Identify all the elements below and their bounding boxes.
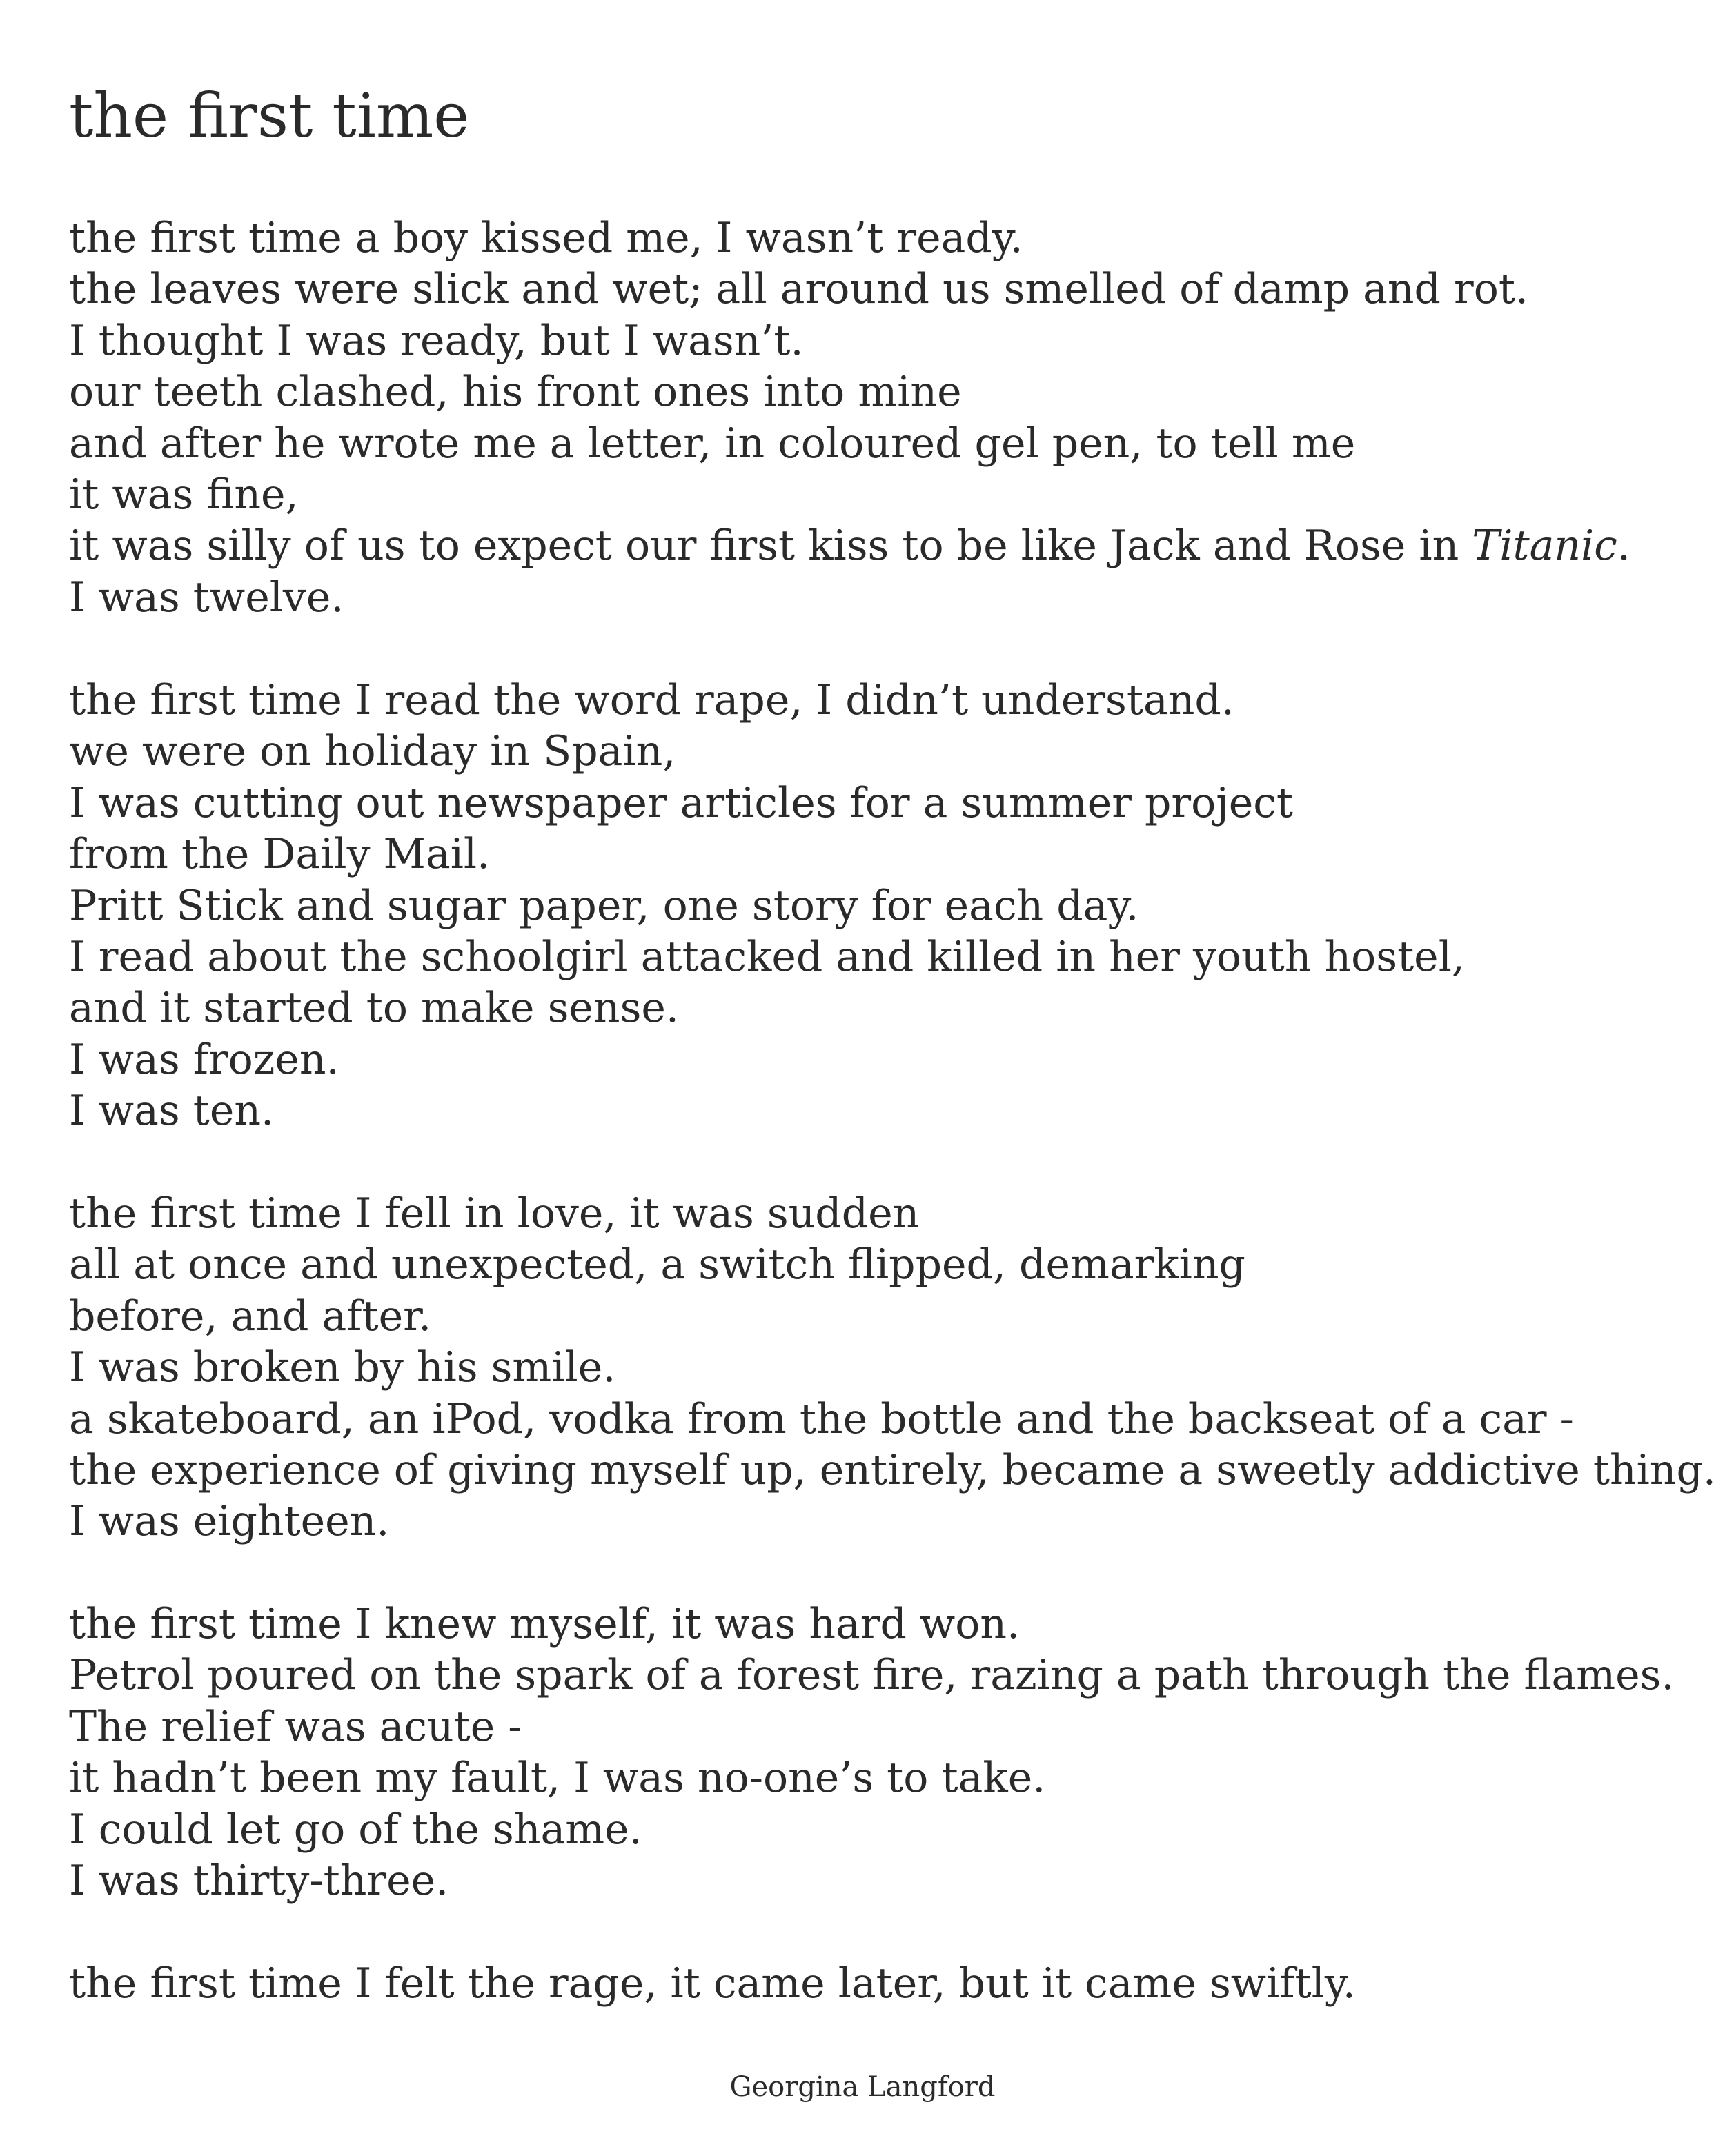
poem-line: the first time I read the word rape, I didn’t understand. [69,676,1234,724]
poem-line: the first time a boy kissed me, I wasn’t ready. [69,214,1023,262]
poem-line: we were on holiday in Spain, [69,727,676,776]
poem-line: The relief was acute - [69,1702,522,1751]
poem-title: the first time [69,80,470,151]
poem-line: I was broken by his smile. [69,1343,616,1392]
poem-line: I was eighteen. [69,1497,390,1546]
stanza-3 [69,1188,1716,1547]
poem-line: all at once and unexpected, a switch flipped, demarking [69,1240,1245,1289]
line-text-before: it was silly of us to expect our first kiss to be like Jack and Rose in [69,522,1472,571]
stanza-1 [69,212,1630,623]
poem-line: Petrol poured on the spark of a forest fire, razing a path through the flames. [69,1651,1675,1700]
poem-line: I read about the schoolgirl attacked and killed in her youth hostel, [69,933,1465,982]
stanza-4 [69,1599,1675,1906]
stanza-2 [69,675,1465,1137]
poem-line: Pritt Stick and sugar paper, one story for each day. [69,881,1139,930]
poem-line: it hadn’t been my fault, I was no-one’s to take. [69,1754,1046,1803]
poem-line: I was ten. [69,1087,275,1136]
poem-line: I was twelve. [69,573,344,622]
poem-line: before, and after. [69,1292,432,1341]
film-title-italic: Titanic [1472,522,1617,571]
poem-line: from the Daily Mail. [69,830,491,879]
poem-line: the first time I knew myself, it was hard won. [69,1600,1021,1648]
poem-line: the leaves were slick and wet; all around us smelled of damp and rot. [69,265,1529,314]
author-name: Georgina Langford [729,2071,996,2103]
poem-line: our teeth clashed, his front ones into mine [69,368,962,417]
poem-line: I could let go of the shame. [69,1805,642,1854]
poem-line: I thought I was ready, but I wasn’t. [69,316,804,365]
line-text-after: . [1617,522,1630,571]
poem-line: I was cutting out newspaper articles for a summer project [69,778,1294,827]
poem-line: I was frozen. [69,1035,339,1084]
poem-line: it was fine, [69,471,299,520]
poem-line-titanic [69,520,1630,571]
poem-line: and after he wrote me a letter, in coloured gel pen, to tell me [69,419,1356,468]
poem-line: a skateboard, an iPod, vodka from the bottle and the backseat of a car - [69,1394,1574,1443]
poem-line: I was thirty-three. [69,1857,449,1906]
poem-line: the first time I felt the rage, it came later, but it came swiftly. [69,1959,1356,2008]
poem-line: the experience of giving myself up, entirely, became a sweetly addictive thing. [69,1446,1716,1495]
poem-line: and it started to make sense. [69,984,679,1033]
poem-line: the first time I fell in love, it was sudden [69,1189,920,1238]
stanza-5 [69,1958,1356,2009]
